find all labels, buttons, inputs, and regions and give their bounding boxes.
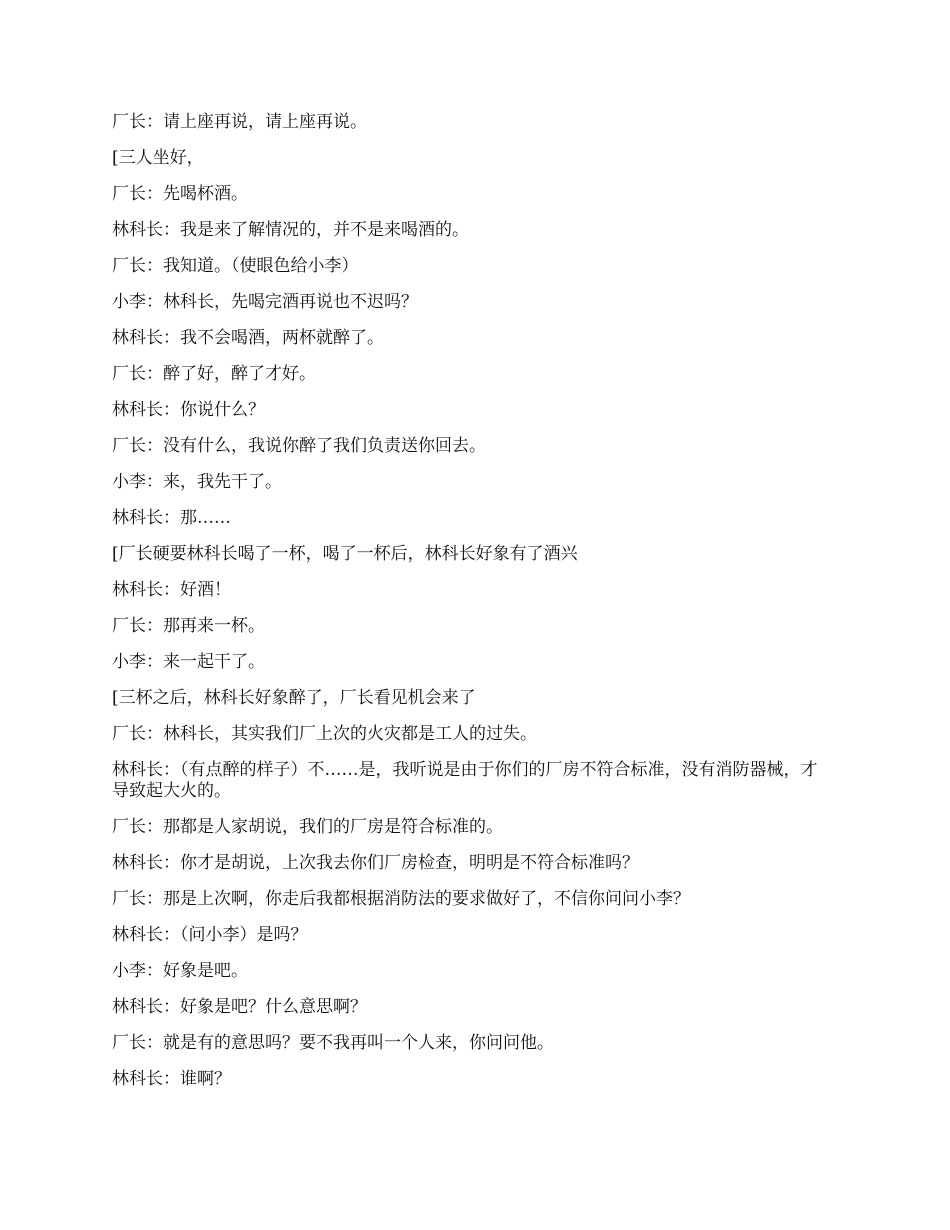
dialogue-line: 林科长：你才是胡说，上次我去你们厂房检查，明明是不符合标准吗？ <box>112 853 639 873</box>
dialogue-line: 林科长：好酒！ <box>112 580 231 600</box>
dialogue-line: 林科长：（有点醉的样子）不……是，我听说是由于你们的厂房不符合标准，没有消防器械，才导致起大火的。 <box>112 760 818 801</box>
dialogue-line: 厂长：先喝杯酒。 <box>112 184 248 204</box>
dialogue-line: 厂长：那都是人家胡说，我们的厂房是符合标准的。 <box>112 817 503 837</box>
dialogue-line: 林科长：你说什么？ <box>112 400 265 420</box>
dialogue-line: 厂长：没有什么，我说你醉了我们负责送你回去。 <box>112 436 486 456</box>
dialogue-line: 厂长：我知道。（使眼色给小李） <box>112 256 359 276</box>
stage-direction: [三杯之后，林科长好象醉了，厂长看见机会来了 <box>112 688 476 708</box>
dialogue-line: 林科长：那…… <box>112 508 231 528</box>
stage-direction: [三人坐好， <box>112 148 204 168</box>
stage-direction: [厂长硬要林科长喝了一杯，喝了一杯后，林科长好象有了酒兴 <box>112 544 578 564</box>
dialogue-line: 厂长：那是上次啊，你走后我都根据消防法的要求做好了，不信你问问小李？ <box>112 889 690 909</box>
dialogue-line: 小李：好象是吧。 <box>112 961 248 981</box>
dialogue-line: 小李：林科长，先喝完酒再说也不迟吗？ <box>112 292 418 312</box>
dialogue-line: 厂长：林科长，其实我们厂上次的火灾都是工人的过失。 <box>112 724 537 744</box>
dialogue-line: 厂长：那再来一杯。 <box>112 616 265 636</box>
dialogue-line: 林科长：我不会喝酒，两杯就醉了。 <box>112 328 384 348</box>
dialogue-line: 厂长：醉了好，醉了才好。 <box>112 364 316 384</box>
dialogue-line: 小李：来一起干了。 <box>112 652 265 672</box>
dialogue-line: 林科长：谁啊？ <box>112 1069 231 1089</box>
dialogue-line: 小李：来，我先干了。 <box>112 472 282 492</box>
dialogue-line: 林科长：（问小李）是吗？ <box>112 925 308 945</box>
dialogue-line: 林科长：好象是吧？什么意思啊？ <box>112 997 367 1017</box>
dialogue-line: 厂长：请上座再说，请上座再说。 <box>112 112 367 132</box>
script-body <box>112 112 832 1105</box>
dialogue-line: 林科长：我是来了解情况的，并不是来喝酒的。 <box>112 220 469 240</box>
dialogue-line: 厂长：就是有的意思吗？要不我再叫一个人来，你问问他。 <box>112 1033 554 1053</box>
